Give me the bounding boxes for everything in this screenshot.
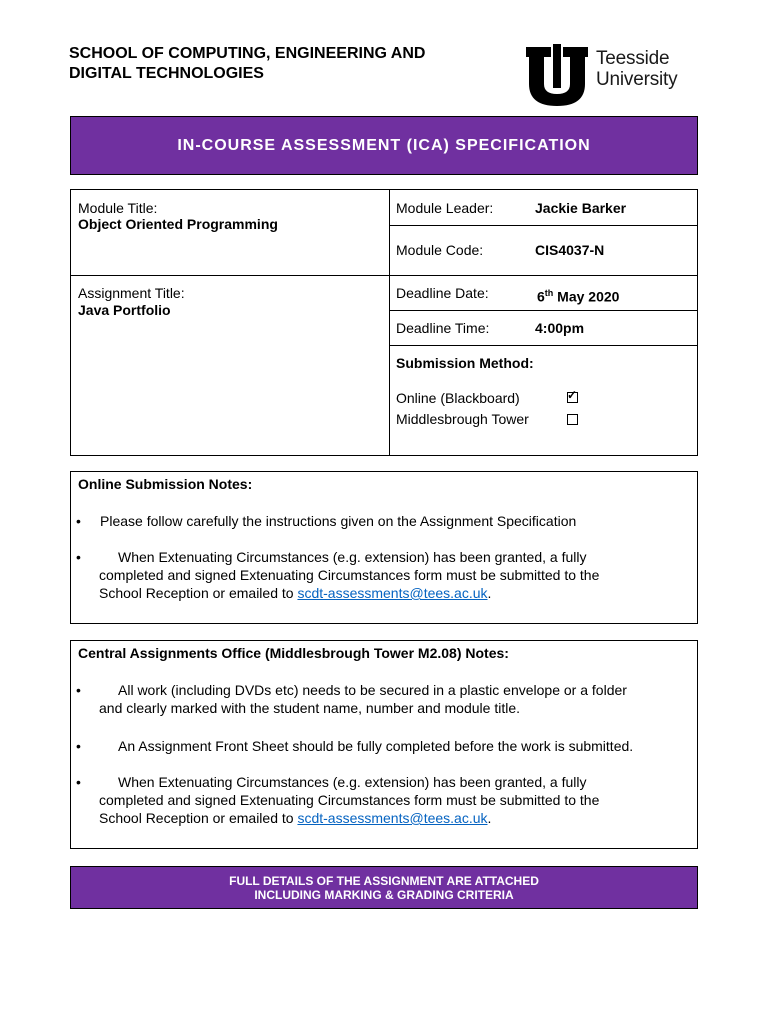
submission-method-label: Submission Method: <box>396 355 534 371</box>
deadline-date-suffix: th <box>544 288 554 298</box>
office-note-3-line2: completed and signed Extenuating Circumstances form must be submitted to the <box>99 792 600 808</box>
online-note-2-line3 <box>99 584 699 602</box>
email-link[interactable]: scdt-assessments@tees.ac.uk <box>297 810 488 826</box>
table-divider-leader-code <box>389 225 698 226</box>
office-note-1-line1: All work (including DVDs etc) needs to be secured in a plastic envelope or a folder <box>118 682 627 698</box>
office-note-3-line1: When Extenuating Circumstances (e.g. extension) has been granted, a fully <box>118 774 587 790</box>
logo-text <box>596 48 677 90</box>
online-note-2-line1: When Extenuating Circumstances (e.g. extension) has been granted, a fully <box>118 549 587 565</box>
teesside-logo <box>526 44 702 108</box>
bullet-icon: • <box>76 738 81 754</box>
school-name-line2: DIGITAL TECHNOLOGIES <box>69 65 264 82</box>
deadline-time-label: Deadline Time: <box>396 320 490 336</box>
module-leader-value: Jackie Barker <box>535 200 627 216</box>
deadline-date-day: 6 <box>537 288 545 305</box>
office-note-2: An Assignment Front Sheet should be fully completed before the work is submitted. <box>118 738 634 754</box>
bullet-icon: • <box>76 549 81 565</box>
bullet-icon: • <box>76 513 81 529</box>
ica-banner <box>70 116 698 175</box>
option-tower-label: Middlesbrough Tower <box>396 411 529 427</box>
office-notes-title: Central Assignments Office (Middlesbrough Tower M2.08) Notes: <box>78 645 509 661</box>
module-title-value: Object Oriented Programming <box>78 216 278 232</box>
office-note-1-line2: and clearly marked with the student name, number and module title. <box>99 700 521 716</box>
deadline-date-rest: May 2020 <box>553 288 620 305</box>
logo-line2: University <box>596 69 678 90</box>
table-divider-date-time <box>389 310 698 311</box>
office-note-3-period: . <box>487 810 492 826</box>
office-note-3-line3 <box>99 809 699 827</box>
table-divider-vertical <box>389 189 390 456</box>
footer-line2: INCLUDING MARKING & GRADING CRITERIA <box>254 887 514 902</box>
footer-line1: FULL DETAILS OF THE ASSIGNMENT ARE ATTACHED <box>229 873 539 888</box>
deadline-time-value: 4:00pm <box>535 320 585 336</box>
option-online-label: Online (Blackboard) <box>396 390 520 406</box>
table-divider-time-method <box>389 345 698 346</box>
ica-banner-title: IN-COURSE ASSESSMENT (ICA) SPECIFICATION <box>177 136 591 154</box>
teesside-u-logo-icon <box>526 44 588 108</box>
deadline-date-label: Deadline Date: <box>396 285 489 301</box>
school-name-line1: SCHOOL OF COMPUTING, ENGINEERING AND <box>69 45 426 62</box>
deadline-date-value <box>537 285 619 305</box>
online-note-2-period: . <box>487 585 492 601</box>
online-note-2-line2: completed and signed Extenuating Circumstances form must be submitted to the <box>99 567 600 583</box>
bullet-icon: • <box>76 774 81 790</box>
module-leader-label: Module Leader: <box>396 200 494 216</box>
online-note-1: Please follow carefully the instructions given on the Assignment Specification <box>100 513 577 529</box>
bullet-icon: • <box>76 682 81 698</box>
online-notes-title: Online Submission Notes: <box>78 476 253 492</box>
office-note-3-prefix: School Reception or emailed to <box>99 810 298 826</box>
module-code-value: CIS4037-N <box>535 242 605 258</box>
table-divider-module-assignment <box>70 275 698 276</box>
assignment-title-value: Java Portfolio <box>78 302 171 318</box>
footer-banner <box>70 866 698 909</box>
module-title-label: Module Title: <box>78 200 158 216</box>
checkmark-icon: ✓ <box>567 388 578 402</box>
logo-line1: Teesside <box>596 48 670 69</box>
online-note-2-prefix: School Reception or emailed to <box>99 585 298 601</box>
email-link[interactable]: scdt-assessments@tees.ac.uk <box>297 585 488 601</box>
tower-checkbox[interactable] <box>567 414 578 425</box>
online-checkbox[interactable] <box>567 388 578 403</box>
module-code-label: Module Code: <box>396 242 484 258</box>
assignment-title-label: Assignment Title: <box>78 285 185 301</box>
school-name <box>69 44 509 84</box>
